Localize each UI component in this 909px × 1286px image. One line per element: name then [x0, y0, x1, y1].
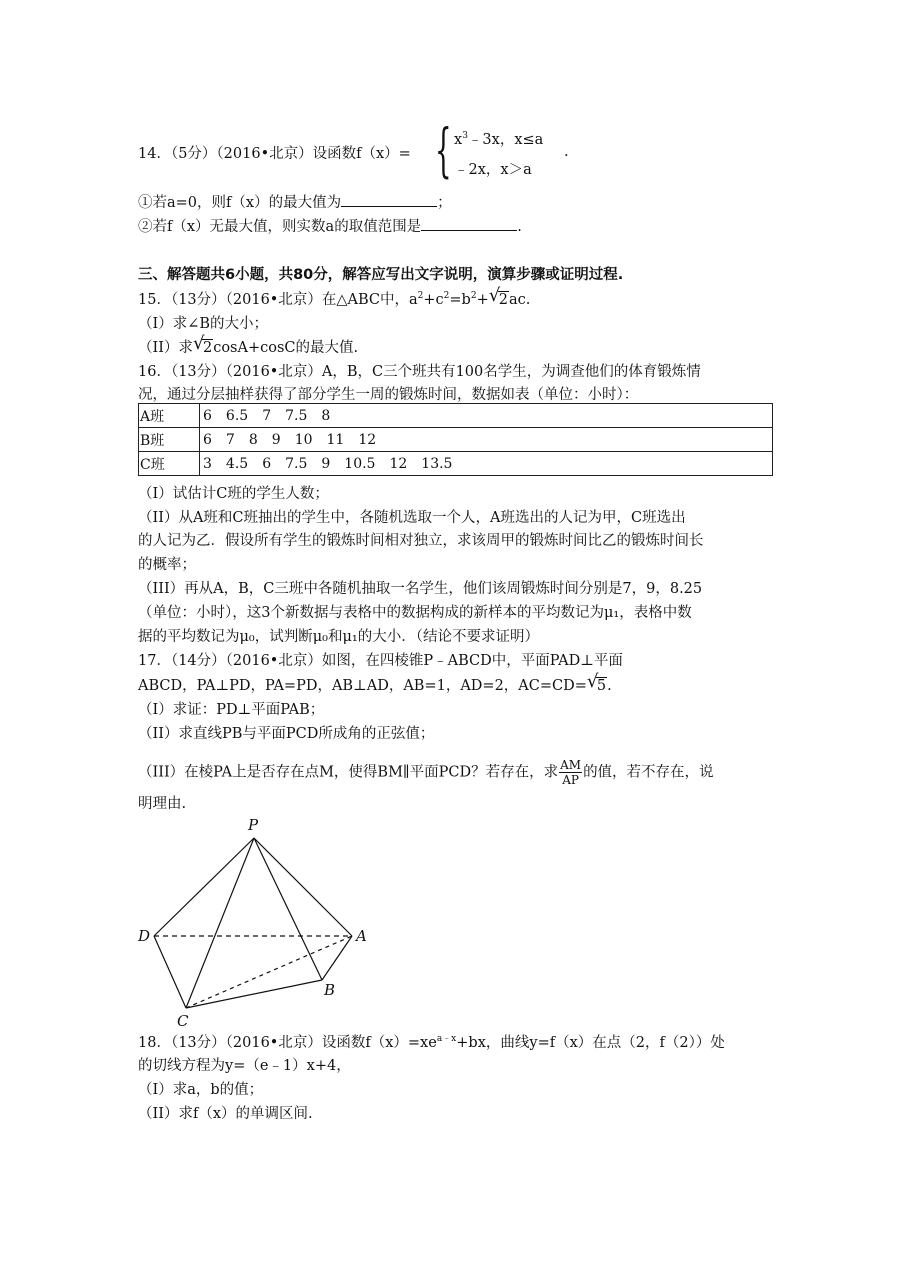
- edge-PB: [254, 838, 322, 980]
- q16-part3-line1: （III）再从A，B，C三班中各随机抽取一名学生，他们该周锻炼时间分别是7，9，8.25: [138, 581, 703, 597]
- edge-DC: [154, 936, 186, 1008]
- vertex-label-B: B: [324, 981, 336, 999]
- edge-CB: [186, 980, 322, 1008]
- q18-stem-line1: 18．（13分）（2016•北京）设函数$f(x)=xe^{a﹣x}+bx$，曲线y=f（x）在点（2，f（2））处: [138, 1034, 725, 1051]
- vertex-label-C: C: [177, 1012, 189, 1030]
- q14-part1: ①若a=0，则f（x）的最大值为 ；: [138, 192, 452, 213]
- q17-part1: （I）求证：PD⊥平面PAB；: [138, 702, 325, 718]
- sqrt-expression: √ 2: [489, 290, 509, 310]
- q14-stem: [138, 144, 411, 164]
- q17-part2: （II）求直线PB与平面PCD所成角的正弦值；: [138, 726, 435, 742]
- row-values: 3 4.5 6 7.5 9 10.5 12 13.5: [200, 452, 773, 476]
- row-label: C班: [139, 452, 200, 476]
- q17-part3-line2: 明理由.: [138, 796, 187, 812]
- q16-part2-line2: 的人记为乙．假设所有学生的锻炼时间相对独立，求该周甲的锻炼时间比乙的锻炼时间长: [138, 533, 704, 549]
- q18-part1: （I）求a，b的值；: [138, 1082, 264, 1098]
- q16-stem-line1: 16．（13分）（2016•北京）A，B，C三个班共有100名学生，为调查他们的体育锻炼情: [138, 364, 701, 380]
- q15-part2: （II）求√ 2cosA+cosC的最大值.: [138, 338, 358, 358]
- table-row: [139, 404, 773, 428]
- answer-blank: [341, 192, 437, 207]
- q16-part2-line1: （II）从A班和C班抽出的学生中，各随机选取一个人，A班选出的人记为甲，C班选出: [138, 510, 686, 526]
- brace-symbol: {: [435, 116, 452, 184]
- edge-BA: [322, 936, 352, 980]
- vertex-label-P: P: [248, 816, 259, 834]
- table-row: [139, 452, 773, 476]
- vertex-label-D: D: [138, 927, 151, 945]
- answer-blank: [421, 216, 517, 231]
- q18-part2: （II）求f（x）的单调区间.: [138, 1106, 313, 1122]
- pyramid-figure: [134, 812, 374, 1032]
- q17-stem-line1: 17．（14分）（2016•北京）如图，在四棱锥P﹣ABCD中，平面PAD⊥平面: [138, 653, 623, 669]
- q15-part1: （I）求∠B的大小；: [138, 316, 269, 332]
- table-row: [139, 428, 773, 452]
- q16-stem-line2: 况，通过分层抽样获得了部分学生一周的锻炼时间，数据如表（单位：小时）：: [138, 387, 639, 403]
- sqrt-expression: √ 2: [193, 338, 213, 358]
- q17-part3-line1: （III）在棱PA上是否存在点M，使得BM∥平面PCD？若存在，求 $\frac{AM}{AP}$ 的值，若不存在，说: [138, 758, 714, 787]
- q15-stem: 15．（13分）（2016•北京）在△ABC中，$a^2+c^2=b^2+√$ 2ac.: [138, 290, 530, 310]
- q14-prefix: 14．（5分）（2016•北京）设函数f（x）=: [138, 146, 411, 162]
- q14-suffix: .: [564, 144, 569, 160]
- fraction-am-over-ap: $\frac{AM}{AP}$: [560, 758, 582, 787]
- row-values: 6 7 8 9 10 11 12: [200, 428, 773, 452]
- vertex-label-A: A: [356, 927, 367, 945]
- q16-part3-line3: 据的平均数记为μ₀，试判断μ₀和μ₁的大小．（结论不要求证明）: [138, 629, 539, 645]
- q17-stem-line2: ABCD，PA⊥PD，PA=PD，AB⊥AD，AB=1，AD=2，AC=CD=√ 5.: [138, 676, 612, 696]
- row-label: B班: [139, 428, 200, 452]
- sqrt-expression: √ 5: [587, 676, 607, 696]
- q16-part3-line2: （单位：小时），这3个新数据与表格中的数据构成的新样本的平均数记为μ₁，表格中数: [138, 605, 692, 621]
- edge-PC: [186, 838, 254, 1008]
- edge-PD: [154, 838, 254, 936]
- edge-PA: [254, 838, 352, 936]
- section-title: 三、解答题共6小题，共80分，解答应写出文字说明，演算步骤或证明过程.: [138, 267, 624, 283]
- exercise-time-table: [138, 403, 773, 476]
- q16-part2-line3: 的概率；: [138, 557, 196, 573]
- row-label: A班: [139, 404, 200, 428]
- row-values: 6 6.5 7 7.5 8: [200, 404, 773, 428]
- q16-part1: （I）试估计C班的学生人数；: [138, 486, 329, 502]
- q14-case1: $x^3﹣3x$，x≤a: [454, 131, 544, 148]
- q14-piecewise: [435, 116, 570, 184]
- q14-case2: ﹣2x，x＞a: [454, 162, 532, 178]
- q18-stem-line2: 的切线方程为y=（e﹣1）x+4，: [138, 1058, 351, 1074]
- q14-part2: ②若f（x）无最大值，则实数a的取值范围是 .: [138, 216, 522, 237]
